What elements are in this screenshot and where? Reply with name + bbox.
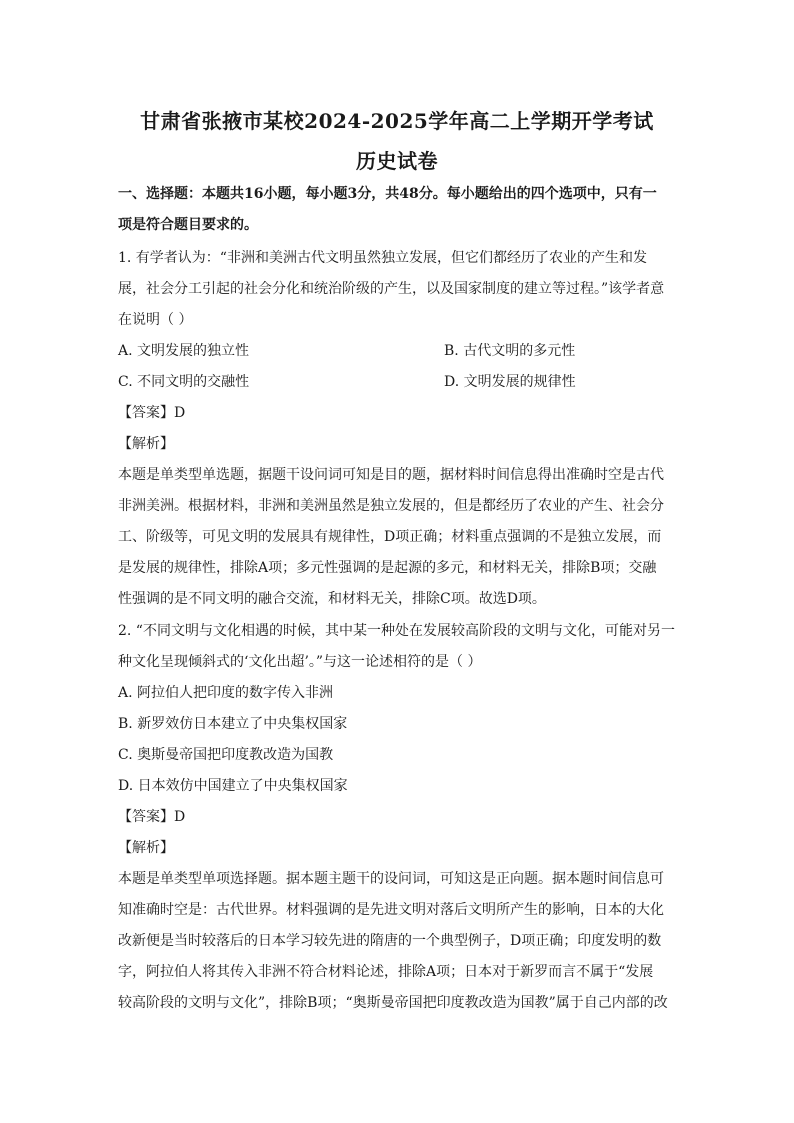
q1-option-d: D. 文明发展的规律性 [444,374,576,390]
q2-analysis-line-4: 字，阿拉伯人将其传入非洲不符合材料论述，排除A项；日本对于新罗而言不属于“发展 [118,964,654,980]
q2-analysis-line-1: 本题是单类型单项选择题。据本题主题干的设问词，可知这是正向题。据本题时间信息可 [118,871,664,887]
q1-analysis-line-4: 是发展的规律性，排除A项；多元性强调的是起源的多元，和材料无关，排除B项；交融 [118,560,657,576]
q2-analysis-line-2: 知准确时空是：古代世界。材料强调的是先进文明对落后文明所产生的影响，日本的大化 [118,902,664,918]
q2-answer: 【答案】D [118,809,186,825]
q1-analysis-label: 【解析】 [118,436,174,452]
q2-option-c: C. 奥斯曼帝国把印度教改造为国教 [118,747,334,763]
q1-option-b: B. 古代文明的多元性 [444,343,576,359]
q1-stem-line-3: 在说明（ ） [118,312,193,328]
q2-stem-line-1: 2. “不同文明与文化相遇的时候，其中某一种处在发展较高阶段的文明与文化，可能对另一 [118,623,675,639]
q2-analysis-label: 【解析】 [118,840,174,856]
q2-analysis-line-3: 改新便是当时较落后的日本学习较先进的隋唐的一个典型例子，D项正确；印度发明的数 [118,933,662,949]
q2-stem-line-2: 种文化呈现倾斜式的‘文化出超’。”与这一论述相符的是（ ） [118,654,482,670]
q1-option-a: A. 文明发展的独立性 [118,343,250,359]
q1-answer: 【答案】D [118,405,186,421]
q2-option-a: A. 阿拉伯人把印度的数字传入非洲 [118,685,334,701]
q1-stem-line-1: 1. 有学者认为：“非洲和美洲古代文明虽然独立发展，但它们都经历了农业的产生和发 [118,250,647,266]
exam-subtitle: 历史试卷 [356,149,438,173]
q2-option-d: D. 日本效仿中国建立了中央集权国家 [118,778,348,794]
q1-analysis-line-2: 非洲美洲。根据材料，非洲和美洲虽然是独立发展的，但是都经历了农业的产生、社会分 [118,498,664,514]
section-heading-line-2: 项是符合题目要求的。 [118,217,258,233]
q1-stem-line-2: 展，社会分工引起的社会分化和统治阶级的产生，以及国家制度的建立等过程。”该学者意 [118,281,665,297]
q1-analysis-line-3: 工、阶级等，可见文明的发展具有规律性，D项正确；材料重点强调的不是独立发展，而 [118,529,662,545]
exam-title: 甘肃省张掖市某校2024-2025学年高二上学期开学考试 [140,109,654,133]
q2-option-b: B. 新罗效仿日本建立了中央集权国家 [118,716,348,732]
q2-analysis-line-5: 较高阶段的文明与文化”，排除B项；“奥斯曼帝国把印度教改造为国教”属于自己内部的改 [118,995,668,1011]
q1-analysis-line-1: 本题是单类型单选题，据题干设问词可知是目的题，据材料时间信息得出准确时空是古代 [118,467,664,483]
section-heading-line-1: 一、选择题：本题共16小题，每小题3分，共48分。每小题给出的四个选项中，只有一 [118,186,657,202]
q1-option-c: C. 不同文明的交融性 [118,374,250,390]
q1-analysis-line-5: 性强调的是不同文明的融合交流，和材料无关，排除C项。故选D项。 [118,591,546,607]
